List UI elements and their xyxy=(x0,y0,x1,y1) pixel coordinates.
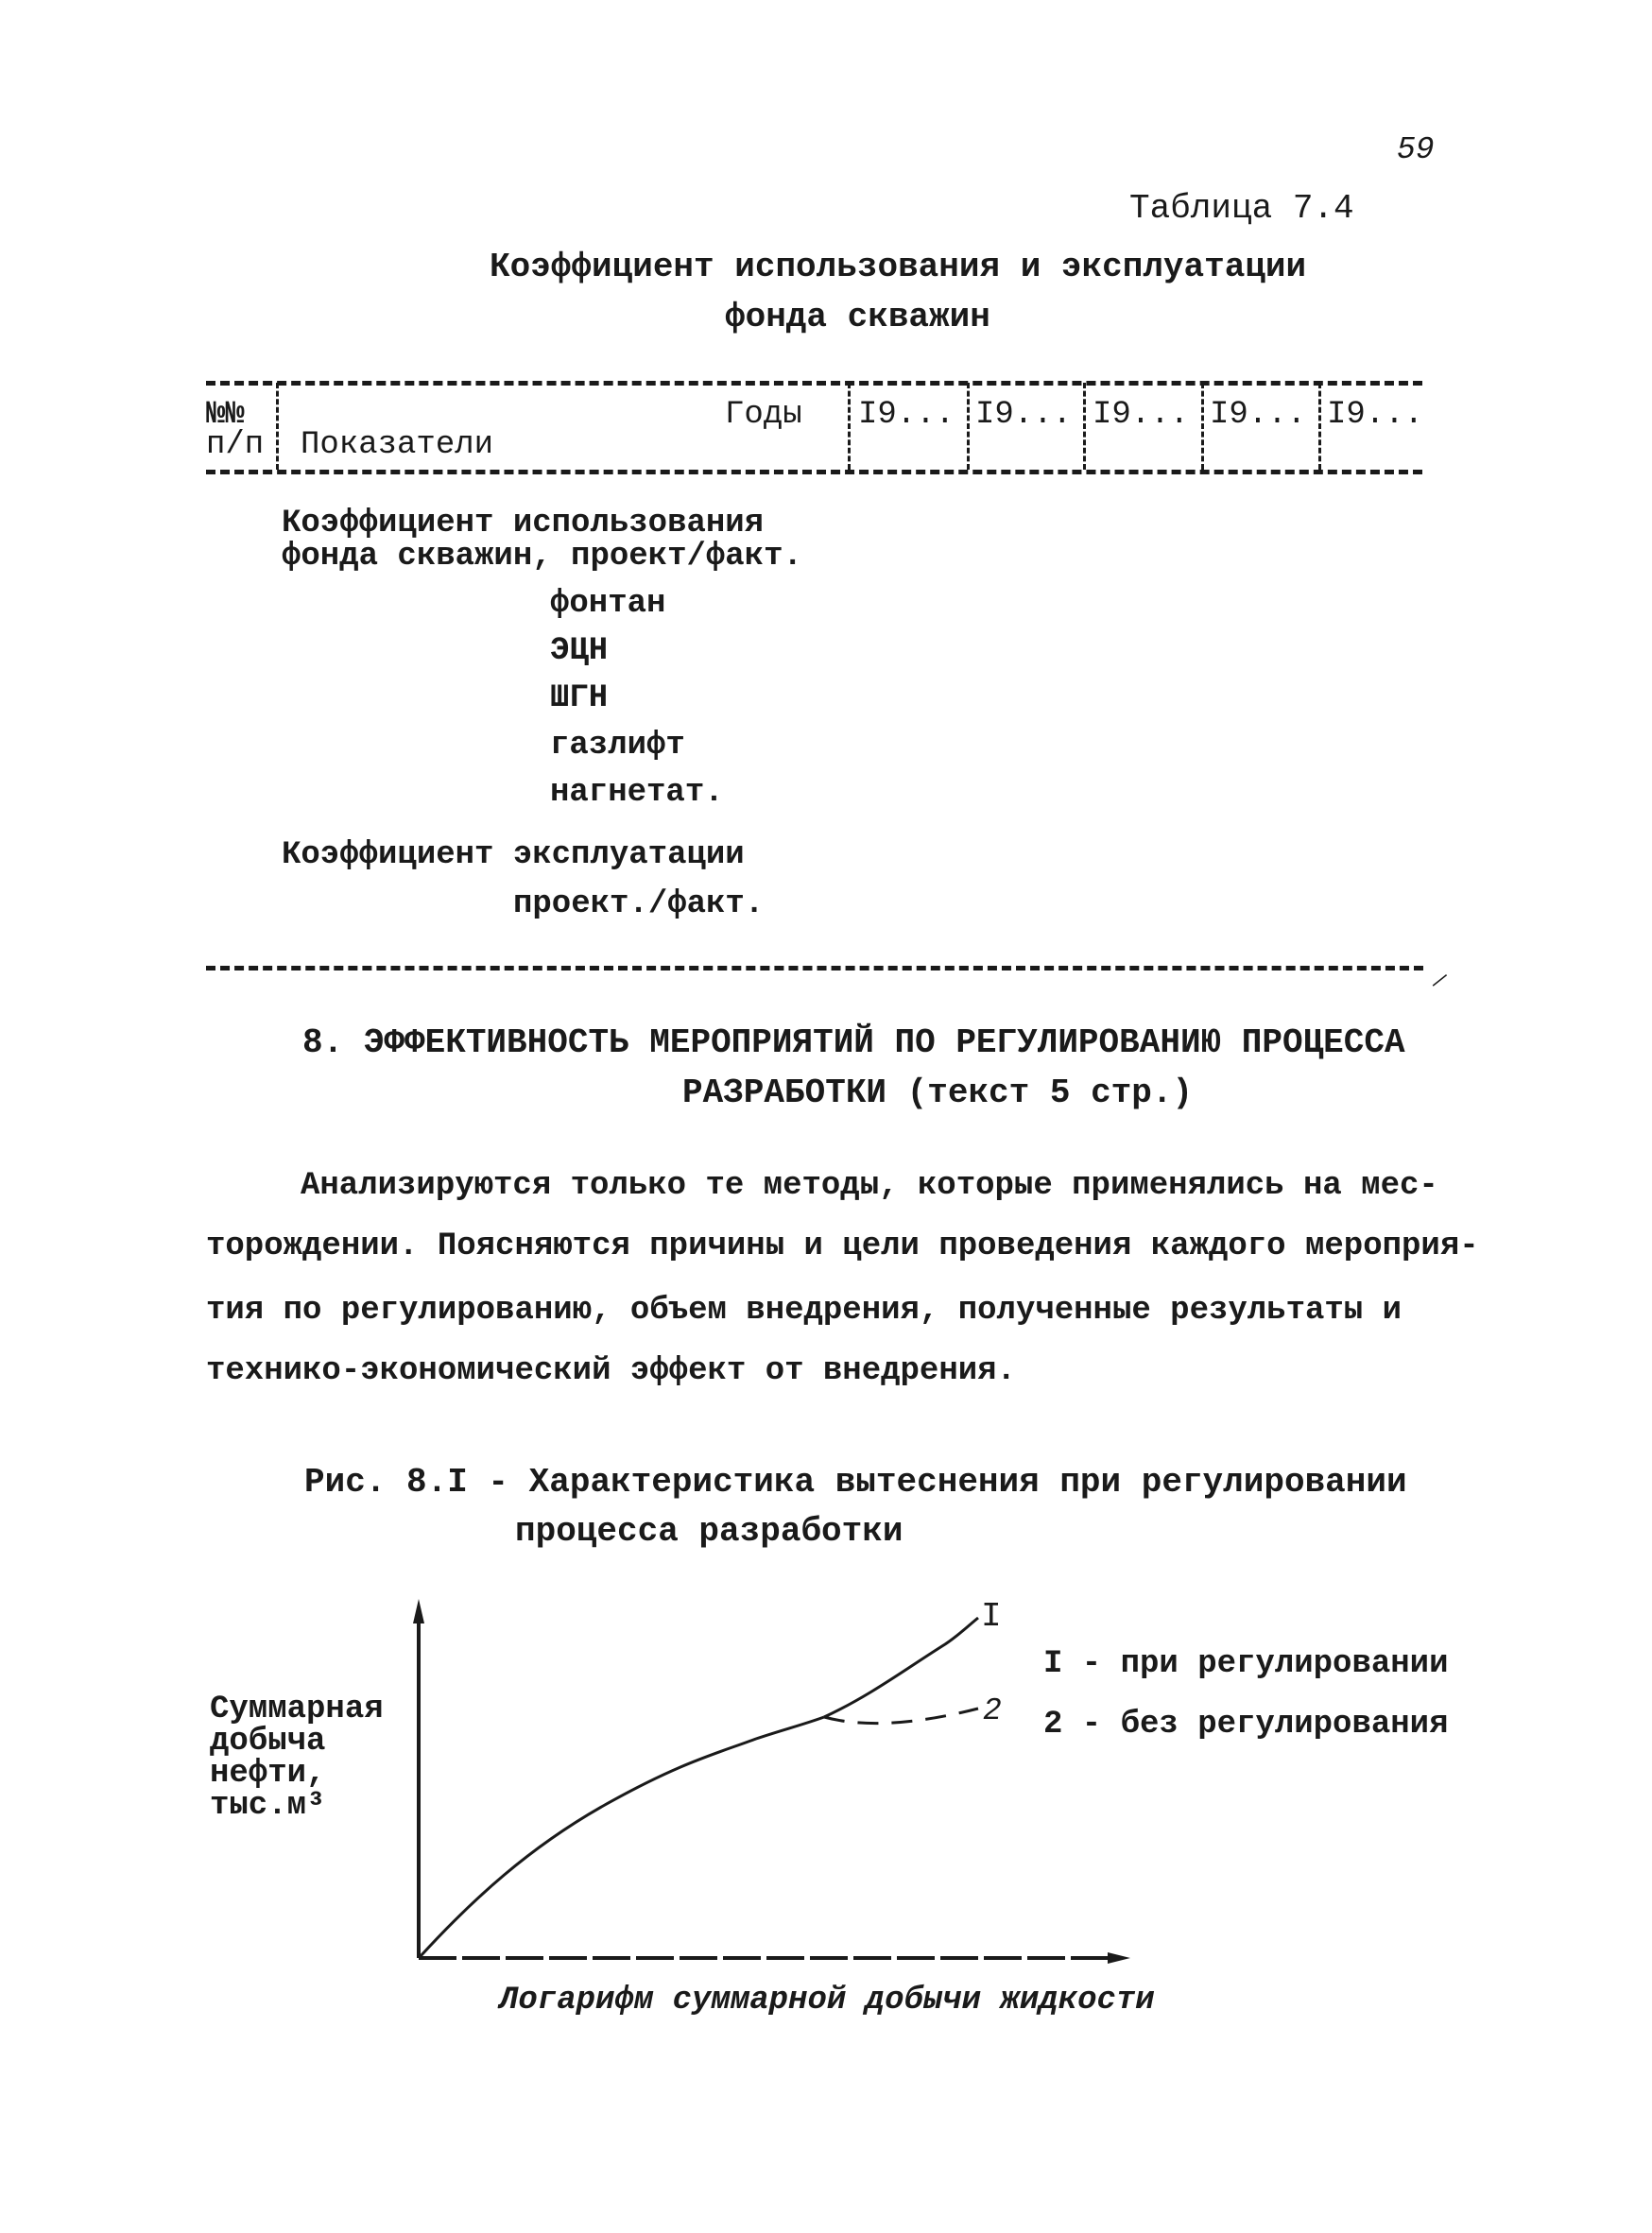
curve-1-mark: I xyxy=(981,1597,1002,1636)
legend-entry-2: 2 - без регулирования xyxy=(1043,1707,1449,1743)
row-exploitation-line2: проект./факт. xyxy=(513,886,765,922)
tick-mark: ⸝ xyxy=(1431,958,1447,994)
section-heading-line1: 8. ЭФФЕКТИВНОСТЬ МЕРОПРИЯТИЙ ПО РЕГУЛИРОВАНИЮ ПРОЦЕССА xyxy=(302,1023,1405,1062)
row-method: газлифт xyxy=(550,728,685,764)
header-num-line1: №№ xyxy=(206,397,245,433)
curve-2 xyxy=(824,1709,978,1724)
figure-ylabel-line: нефти, xyxy=(210,1756,326,1792)
curve-1 xyxy=(824,1618,978,1717)
section-heading-line2: РАЗРАБОТКИ (текст 5 стр.) xyxy=(682,1074,1194,1112)
legend-entry-1: I - при регулировании xyxy=(1043,1646,1449,1682)
figure-ylabel-line: тыс.м³ xyxy=(210,1788,326,1824)
header-year-col: I9... xyxy=(1210,397,1307,433)
page-number: 59 xyxy=(1397,132,1435,167)
row-method: фонтан xyxy=(550,586,666,622)
row-usage-line1: Коэффициент использования xyxy=(282,506,765,541)
figure-ylabel-line: добыча xyxy=(210,1724,326,1760)
paragraph-line: тия по регулированию, объем внедрения, полученные результаты и xyxy=(206,1293,1402,1329)
paragraph-line: технико-экономический эффект от внедрения. xyxy=(206,1353,1016,1389)
header-indicators-label: Показатели xyxy=(301,427,494,463)
row-method: ШГН xyxy=(550,680,609,716)
header-years-label: Годы xyxy=(725,397,802,433)
header-year-col: I9... xyxy=(1093,397,1190,433)
header-year-col: I9... xyxy=(1327,397,1424,433)
header-num-line2: п/п xyxy=(206,427,265,463)
row-exploitation-line1: Коэффициент эксплуатации xyxy=(282,837,745,873)
y-axis-arrow xyxy=(413,1599,424,1623)
curve-common xyxy=(421,1717,824,1956)
figure-xlabel: Логарифм суммарной добычи жидкости xyxy=(499,1983,1155,2018)
paragraph-line: Анализируются только те методы, которые применялись на мес- xyxy=(301,1168,1438,1204)
figure-caption-line1: Рис. 8.I - Характеристика вытеснения при регулировании xyxy=(304,1463,1407,1502)
header-year-col: I9... xyxy=(858,397,955,433)
curve-2-mark: 2 xyxy=(983,1693,1002,1728)
figure-caption-line2: процесса разработки xyxy=(515,1512,903,1551)
paragraph-line: торождении. Поясняются причины и цели проведения каждого мероприя- xyxy=(206,1228,1479,1264)
row-usage-line2: фонда скважин, проект/факт. xyxy=(282,539,802,575)
x-axis-arrow xyxy=(1108,1952,1130,1964)
row-method: ЭЦН xyxy=(550,633,609,669)
figure-ylabel-line: Суммарная xyxy=(210,1692,384,1727)
header-year-col: I9... xyxy=(975,397,1073,433)
row-method: нагнетат. xyxy=(550,775,724,811)
table-title-line1: Коэффициент использования и эксплуатации xyxy=(490,248,1307,286)
table-title-line2: фонда скважин xyxy=(725,298,990,336)
table-label: Таблица 7.4 xyxy=(1129,189,1354,228)
